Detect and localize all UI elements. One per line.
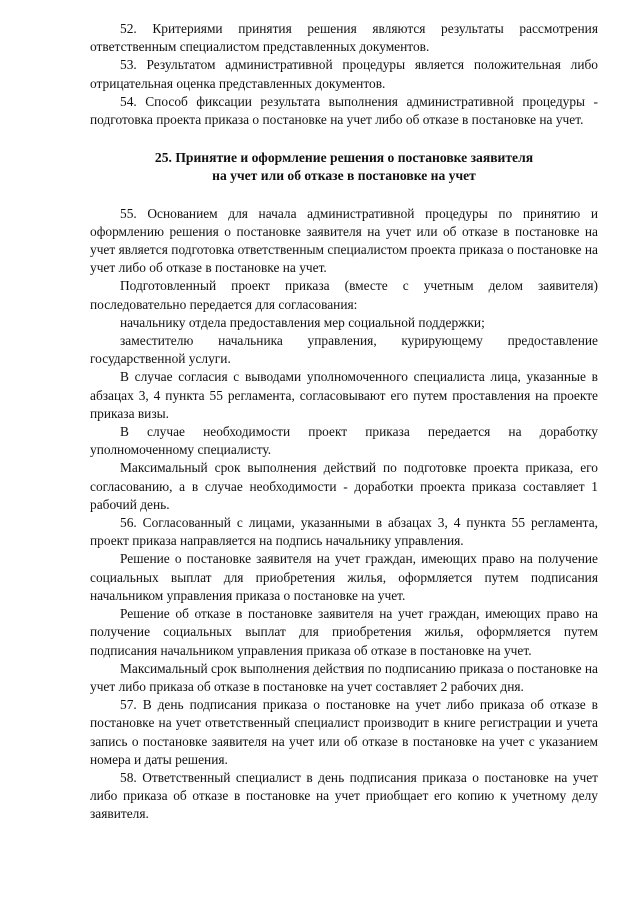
paragraph-55: 55. Основанием для начала административной процедуры по принятию и оформлению решения о постановке заявителя на учет или об отказе в постановке на учет является подготовка ответственным специалистом проекта приказа о постановке на учет либо об отказе в постановке на учет. [90, 205, 598, 276]
paragraph-max-term-2: Максимальный срок выполнения действия по подписанию приказа о постановке на учет либо приказа об отказе в постановке на учет составляет 2 рабочих дня. [90, 660, 598, 694]
paragraph-decision-refuse: Решение об отказе в постановке заявителя на учет граждан, имеющих право на получение социальных выплат для приобретения жилья, оформляется путем подписания начальником управления приказа об отказе в постановке на учет. [90, 606, 598, 658]
paragraph-approver-1: начальнику отдела предоставления мер социальной поддержки; [120, 314, 485, 330]
section-heading-line-2: на учет или об отказе в постановке на учет [212, 168, 476, 184]
paragraph-decision-register: Решение о постановке заявителя на учет граждан, имеющих право на получение социальных выплат для приобретения жилья, оформляется путем подписания начальником управления приказа о постановке на учет. [90, 551, 598, 603]
paragraph-approver-2: заместителю начальника управления, курирующему предоставление государственной услуги. [90, 333, 598, 367]
paragraph-58: 58. Ответственный специалист в день подписания приказа о постановке на учет либо приказа об отказе в постановке на учет приобщает его копию к учетному делу заявителя. [90, 769, 598, 822]
section-heading [90, 149, 598, 185]
paragraph-approval-visa: В случае согласия с выводами уполномоченного специалиста лица, указанные в абзацах 3, 4 пункта 55 регламента, согласовывают его путем проставления на проекте приказа визы. [90, 369, 598, 421]
paragraph-56: 56. Согласованный с лицами, указанными в абзацах 3, 4 пункта 55 регламента, проект приказа направляется на подпись начальнику управления. [90, 515, 598, 549]
paragraph-53: 53. Результатом административной процедуры является положительная либо отрицательная оценка представленных документов. [90, 57, 598, 91]
paragraph-max-term-1: Максимальный срок выполнения действий по подготовке проекта приказа, его согласованию, а в случае необходимости - доработки проекта приказа составляет 1 рабочий день. [90, 460, 598, 512]
paragraph-57: 57. В день подписания приказа о постановке на учет либо приказа об отказе в постановке на учет ответственный специалист производит в книге регистрации и учета запись о постановке заявителя на учет или об отказе в постановке на учет с указанием номера и даты решения. [90, 697, 598, 767]
section-heading-line-1: 25. Принятие и оформление решения о постановке заявителя [154, 150, 534, 166]
paragraph-54: 54. Способ фиксации результата выполнения административной процедуры - подготовка проекта приказа о постановке на учет либо об отказе в постановке на учет. [90, 93, 598, 128]
paragraph-52: 52. Критериями принятия решения являются результаты рассмотрения ответственным специалистом представленных документов. [90, 21, 598, 55]
paragraph-approval-transfer: Подготовленный проект приказа (вместе с учетным делом заявителя) последовательно передается для согласования: [90, 278, 598, 312]
paragraph-revision: В случае необходимости проект приказа передается на доработку уполномоченному специалисту. [90, 424, 598, 458]
